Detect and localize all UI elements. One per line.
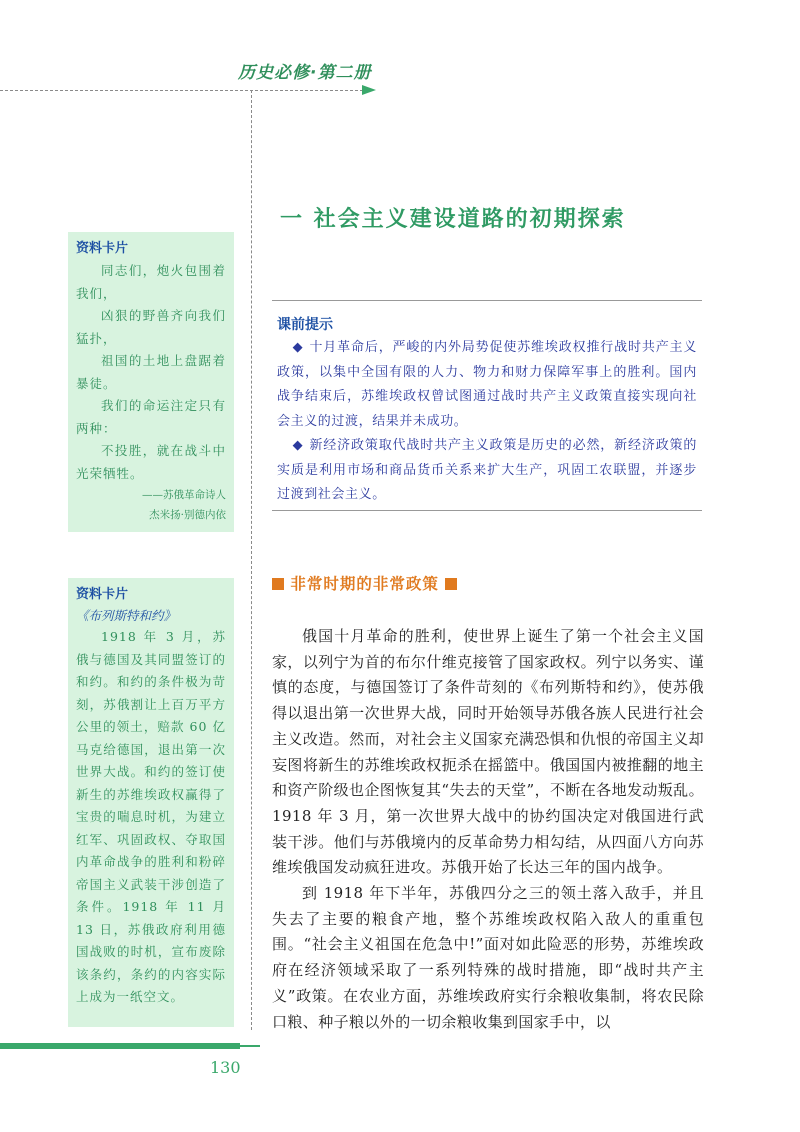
card-title: 资料卡片 <box>76 587 129 602</box>
footer-bar <box>0 1043 240 1049</box>
diamond-icon: ◆ <box>292 438 304 453</box>
tips-top-rule <box>272 300 702 301</box>
poem-line: 凶狠的野兽齐向我们猛扑， <box>76 308 226 346</box>
section-heading-text: 非常时期的非常政策 <box>290 575 439 593</box>
sidebar-card-poem <box>68 232 234 532</box>
card-title: 资料卡片 <box>76 241 129 256</box>
tips-box <box>277 336 697 508</box>
poem-line: 不投胜，就在战斗中光荣牺牲。 <box>76 443 226 481</box>
tips-item-text: 新经济政策取代战时共产主义政策是历史的必然，新经济政策的实质是利用市场和商品货币关系来扩大生产，巩固工农联盟，并逐步过渡到社会主义。 <box>277 438 697 502</box>
header-divider <box>0 90 368 91</box>
column-divider <box>251 90 252 1030</box>
sidebar-card-treaty <box>68 578 234 1027</box>
diamond-icon: ◆ <box>292 340 304 355</box>
tips-item-text: 十月革命后，严峻的内外局势促使苏维埃政权推行战时共产主义政策，以集中全国有限的人力、物力和财力保障军事上的胜利。国内战争结束后，苏维埃政权曾试图通过战时共产主义政策直接实现向社会主义的过渡，结果并未成功。 <box>277 340 697 429</box>
poem-attribution: ——苏俄革命诗人 <box>142 489 226 501</box>
square-icon <box>272 578 284 590</box>
tips-label: 课前提示 <box>277 317 333 333</box>
tips-item <box>277 336 697 434</box>
section-heading <box>272 572 457 594</box>
tips-bottom-rule <box>272 510 702 511</box>
poem-line: 祖国的土地上盘踞着暴徒。 <box>76 353 226 391</box>
arrow-icon <box>362 85 376 95</box>
body-paragraph: 俄国十月革命的胜利，使世界上诞生了第一个社会主义国家，以列宁为首的布尔什维克接管了国家政权。列宁以务实、谨慎的态度，与德国签订了条件苛刻的《布列斯特和约》，使苏俄得以退出第一次世界大战，同时开始领导苏俄各族人民进行社会主义改造。然而，对社会主义国家充满恐惧和仇恨的帝国主义却妄图将新生的苏维埃政权扼杀在摇篮中。俄国国内被推翻的地主和资产阶级也企图恢复其“失去的天堂”，不断在各地发动叛乱。1918 年 3 月，第一次世界大战中的协约国决定对俄国进行武装干涉。他们与苏俄境内的反革命势力相勾结，从四面八方向苏维埃俄国发动疯狂进攻。苏俄开始了长达三年的国内战争。 <box>272 627 704 877</box>
running-header: 历史必修·第二册 <box>238 63 372 83</box>
body-paragraph: 到 1918 年下半年，苏俄四分之三的领土落入敌手，并且失去了主要的粮食产地，整个苏维埃政权陷入敌人的重重包围。“社会主义祖国在危急中!”面对如此险恶的形势，苏维埃政府在经济领域采取了一系列特殊的战时措施，即“战时共产主义”政策。在农业方面，苏维埃政府实行余粮收集制，将农民除口粮、种子粮以外的一切余粮收集到国家手中，以 <box>272 884 704 1031</box>
chapter-title: 一 社会主义建设道路的初期探索 <box>280 207 626 232</box>
tips-item <box>277 434 697 508</box>
card-subtitle: 《布列斯特和约》 <box>76 608 177 623</box>
poem-author: 杰米扬·别德内依 <box>149 509 226 521</box>
footer-bar-tail <box>240 1045 260 1047</box>
poem-line: 我们的命运注定只有两种： <box>76 398 226 436</box>
poem-line: 同志们，炮火包围着我们， <box>76 263 226 301</box>
square-icon <box>445 578 457 590</box>
body-text <box>272 624 704 1035</box>
card-body: 1918 年 3 月，苏俄与德国及其同盟签订的和约。和约的条件极为苛刻，苏俄割让上百万平方公里的领土，赔款 60 亿马克给德国，退出第一次世界大战。和约的签订使新生的苏维埃政权赢得了宝贵的喘息时机，为建立红军、巩固政权、夺取国内革命战争的胜利和粉碎帝国主义武装干涉创造了条件。1918 年 11 月 13 日，苏俄政府利用德国战败的时机，宣布废除该条约，条约的内容实际上成为一纸空文。 <box>76 629 226 1004</box>
page-number: 130 <box>210 1058 241 1077</box>
